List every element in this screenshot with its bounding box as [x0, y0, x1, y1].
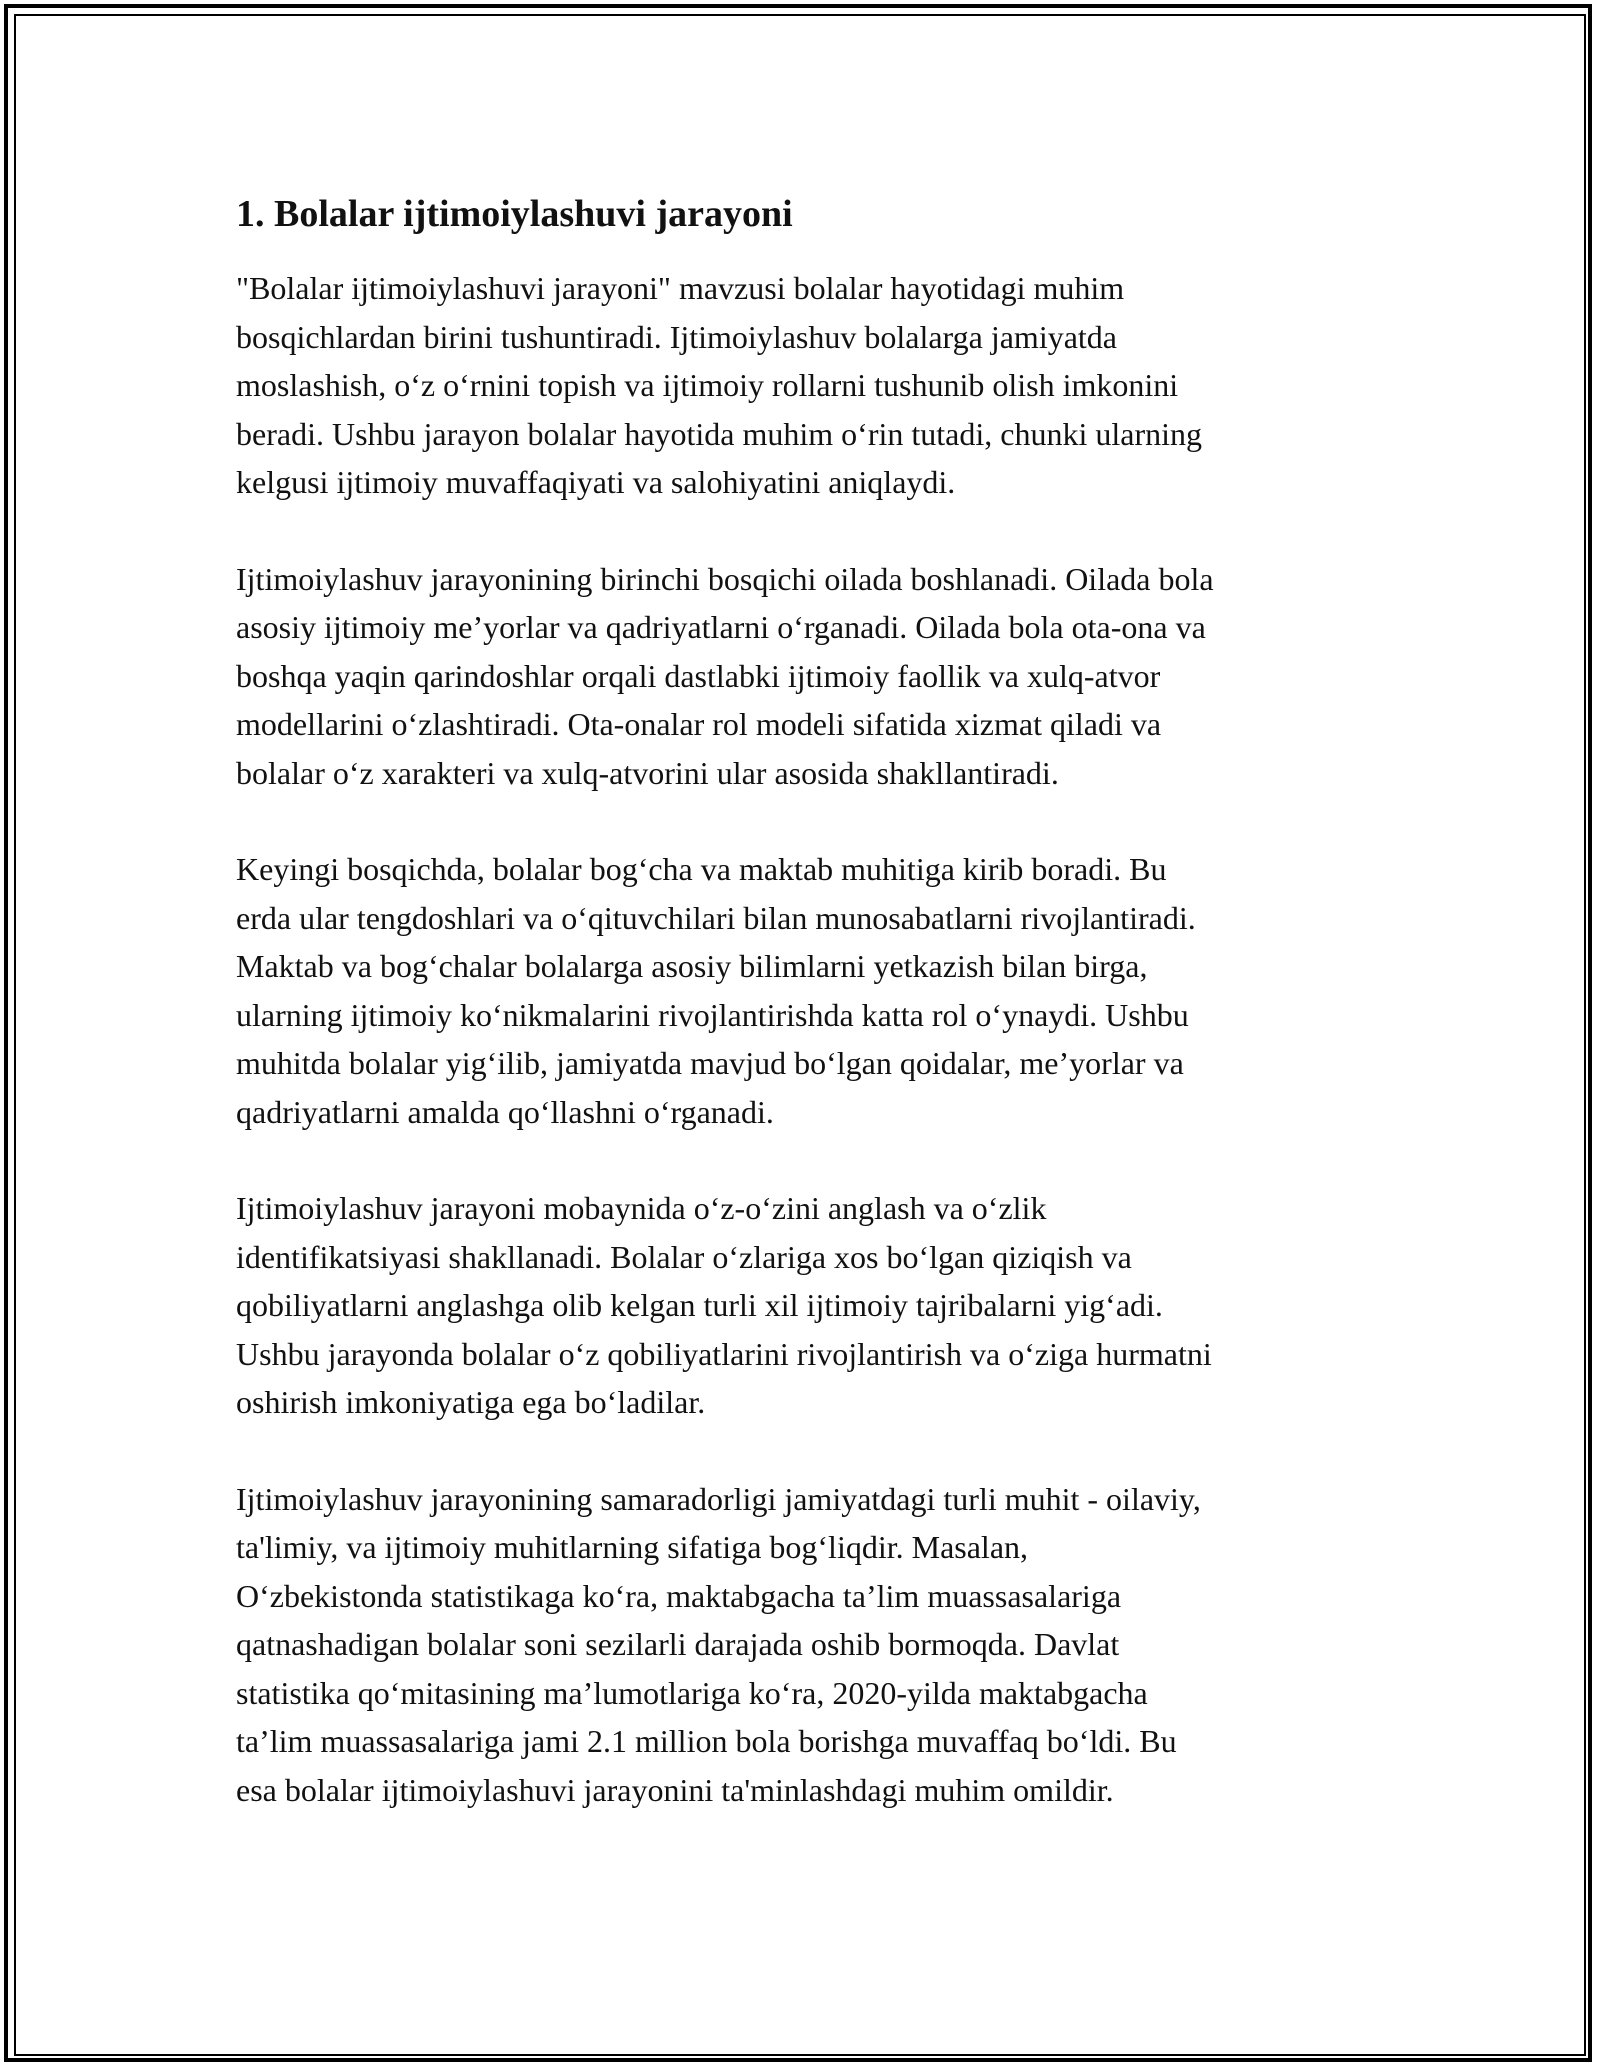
paragraph-effectiveness: Ijtimoiylashuv jarayonining samaradorligi jamiyatdagi turli muhit - oilaviy, ta'limiy, va ijtimoiy muhitlarning sifatiga bog‘liqdir. Masalan, O‘zbekistonda statistikaga ko‘ra, maktabgacha ta’lim muassasalariga qatnashadigan bolalar soni sezilarli darajada oshib bormoqda. Davlat statistika qo‘mitasining ma’lumotlariga ko‘ra, 2020-yilda maktabgacha ta’lim muassasalariga jami 2.1 million bola borishga muvaffaq bo‘ldi. Bu esa bolalar ijtimoiylashuvi jarayonini ta'minlashdagi muhim omildir. [236, 1480, 1201, 1808]
section-title: 1. Bolalar ijtimoiylashuvi jarayoni [236, 193, 793, 235]
document-body [236, 190, 1366, 1862]
paragraph-family-stage: Ijtimoiylashuv jarayonining birinchi bosqichi oilada boshlanadi. Oilada bola asosiy ijtimoiy me’yorlar va qadriyatlarni o‘rganadi. Oilada bola ota-ona va boshqa yaqin qarindoshlar orqali dastlabki ijtimoiy faollik va xulq-atvor modellarini o‘zlashtiradi. Ota-onalar rol modeli sifatida xizmat qiladi va bolalar o‘z xarakteri va xulq-atvorini ular asosida shakllantiradi. [236, 560, 1214, 791]
paragraph-self-identity: Ijtimoiylashuv jarayoni mobaynida o‘z-o‘zini anglash va o‘zlik identifikatsiyasi shakllanadi. Bolalar o‘zlariga xos bo‘lgan qiziqish va qobiliyatlarni anglashga olib kelgan turli xil ijtimoiy tajribalarni yig‘adi. Ushbu jarayonda bolalar o‘z qobiliyatlarini rivojlantirish va o‘ziga hurmatni oshirish imkoniyatiga ega bo‘ladilar. [236, 1190, 1212, 1420]
paragraph-intro: "Bolalar ijtimoiylashuvi jarayoni" mavzusi bolalar hayotidagi muhim bosqichlardan birini tushuntiradi. Ijtimoiylashuv bolalarga jamiyatda moslashish, o‘z o‘rnini topish va ijtimoiy rollarni tushunib olish imkonini beradi. Ushbu jarayon bolalar hayotida muhim o‘rin tutadi, chunki ularning kelgusi ijtimoiy muvaffaqiyati va salohiyatini aniqlaydi. [236, 270, 1202, 500]
paragraph-school-stage: Keyingi bosqichda, bolalar bog‘cha va maktab muhitiga kirib boradi. Bu erda ular tengdoshlari va o‘qituvchilari bilan munosabatlarni rivojlantiradi. Maktab va bog‘chalar bolalarga asosiy bilimlarni yetkazish bilan birga, ularning ijtimoiy ko‘nikmalarini rivojlantirishda katta rol o‘ynaydi. Ushbu muhitda bolalar yig‘ilib, jamiyatda mavjud bo‘lgan qoidalar, me’yorlar va qadriyatlarni amalda qo‘llashni o‘rganadi. [236, 851, 1196, 1130]
